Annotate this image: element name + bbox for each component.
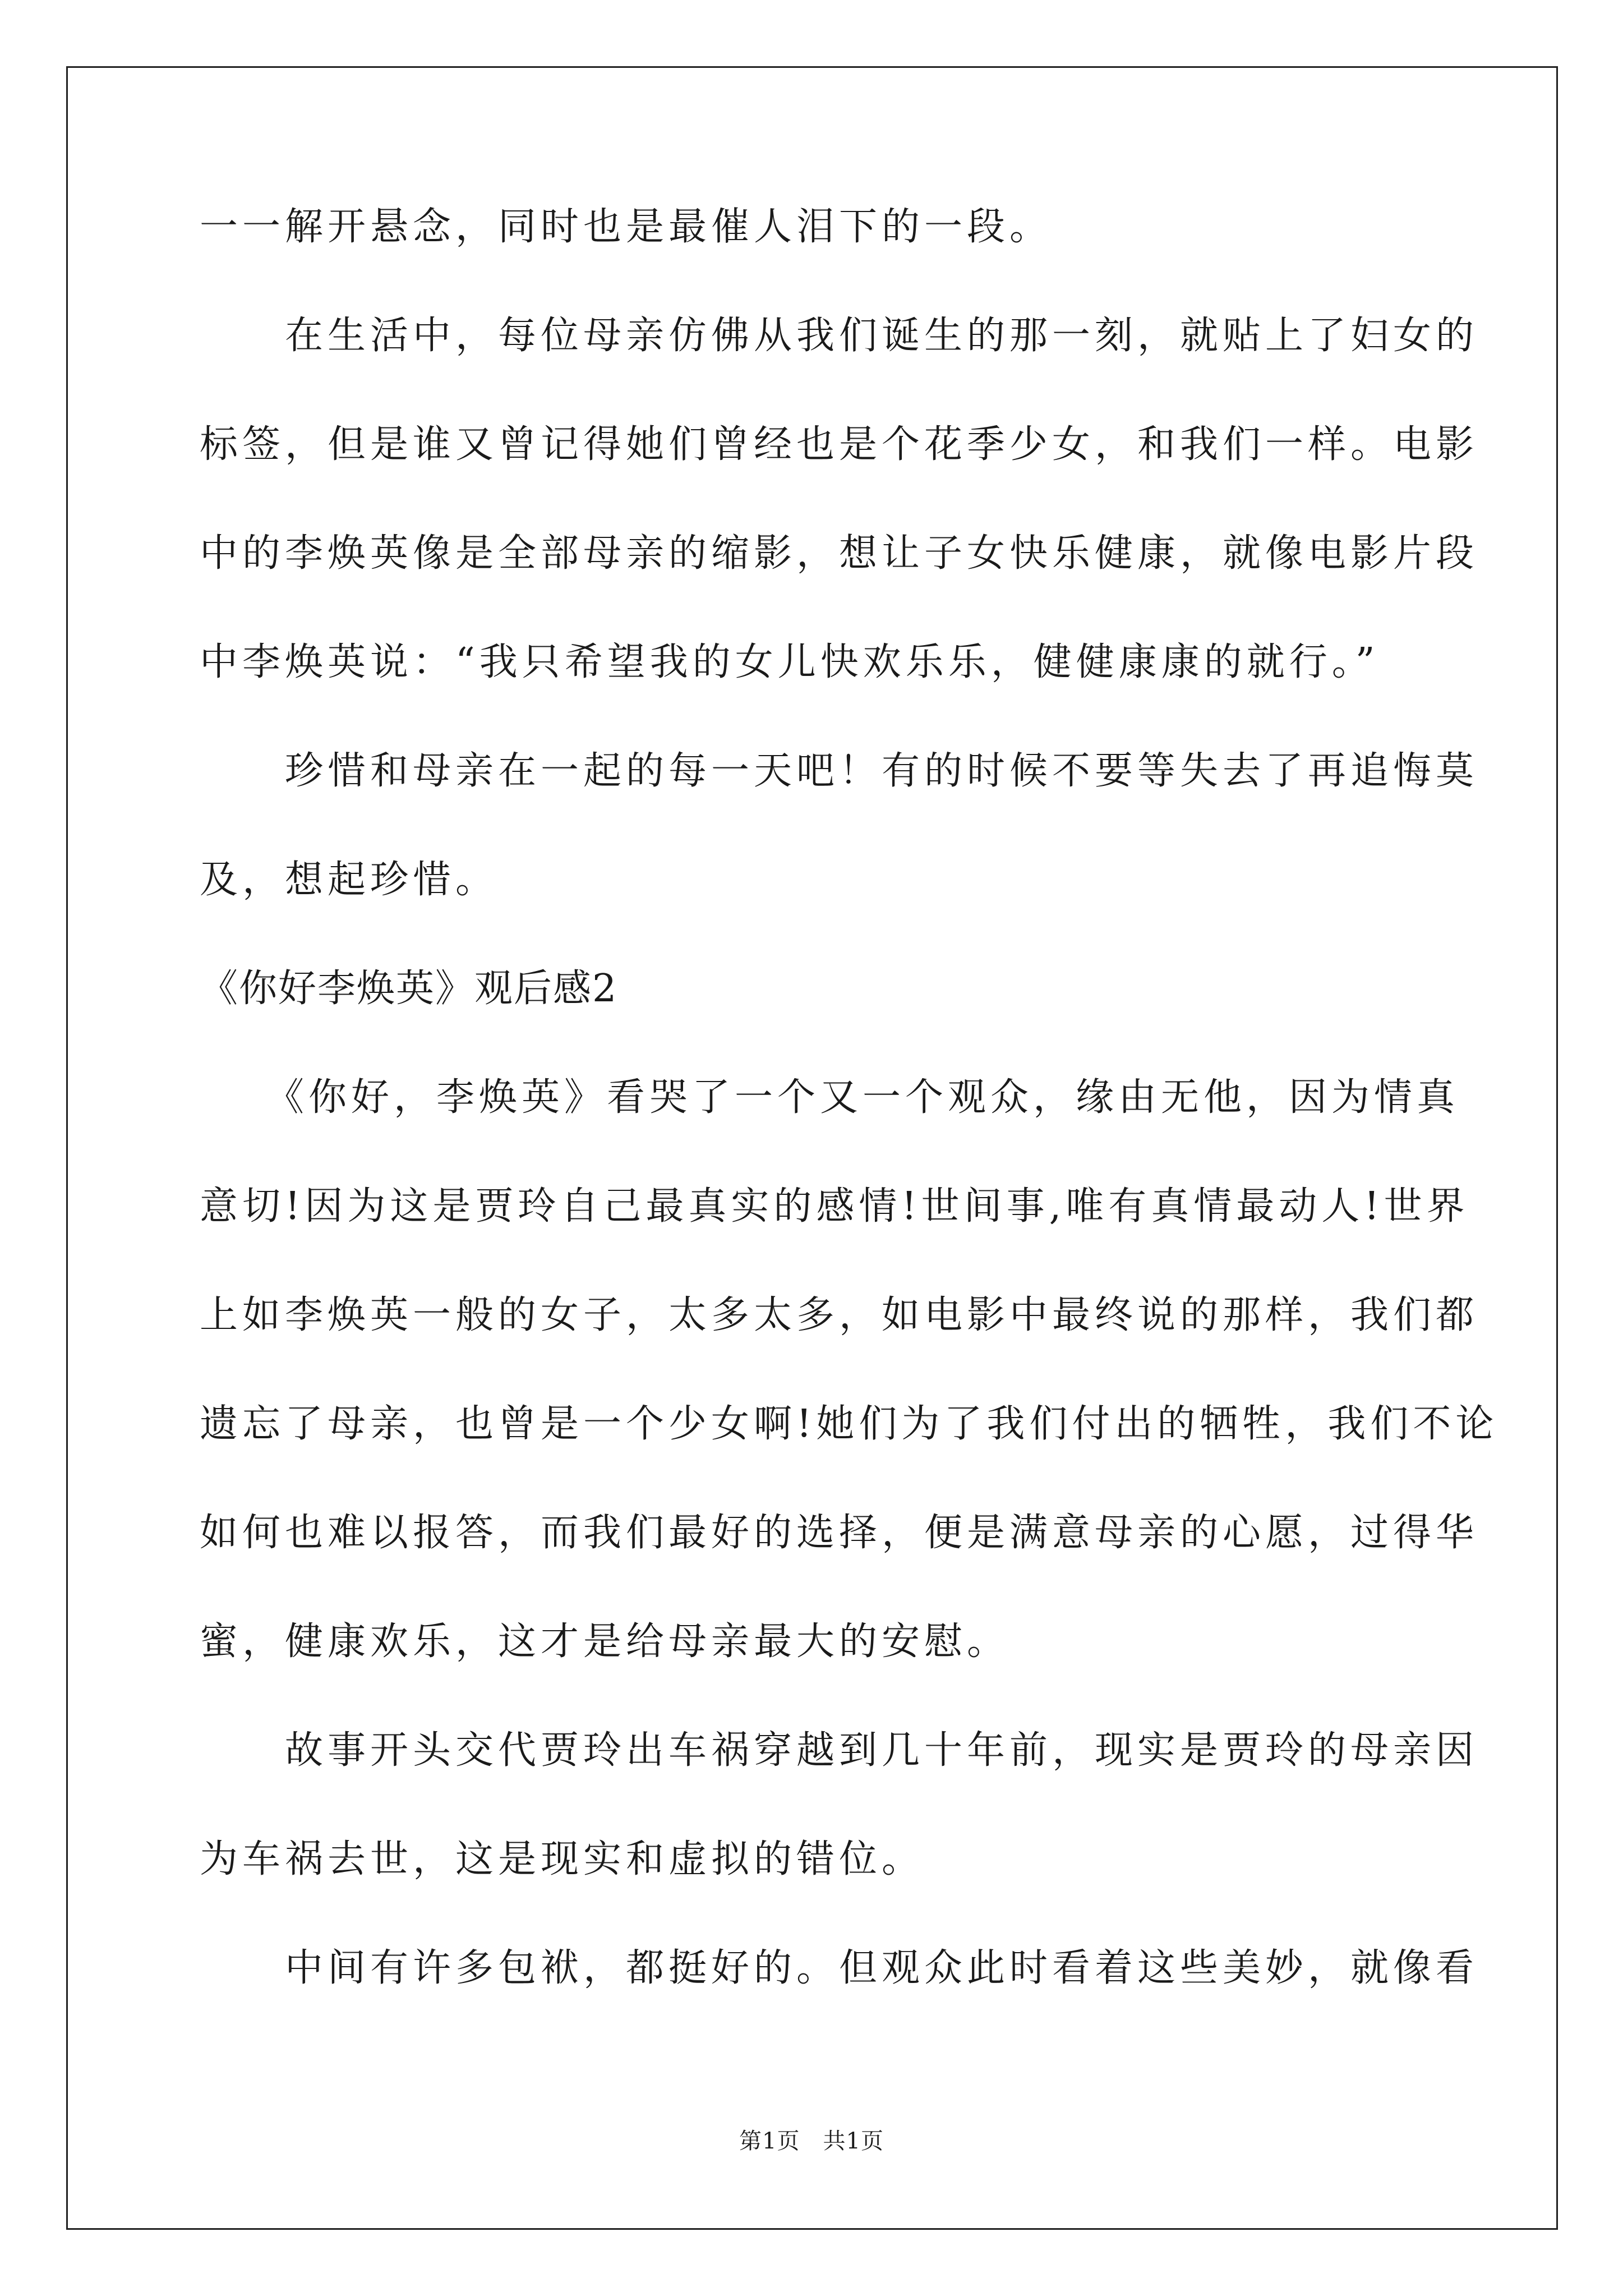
text-line: 中的李焕英像是全部母亲的缩影，想让子女快乐健康，就像电影片段	[200, 531, 1479, 576]
text-line: 上如李焕英一般的女子，太多太多，如电影中最终说的那样，我们都	[200, 1293, 1479, 1337]
text-line: 遗忘了母亲，也曾是一个少女啊!她们为了我们付出的牺牲，我们不论	[200, 1402, 1498, 1446]
section-heading: 《你好李焕英》观后感2	[200, 967, 618, 1011]
text-line: 及，想起珍惜。	[200, 858, 499, 902]
text-line: 故事开头交代贾玲出车祸穿越到几十年前，现实是贾玲的母亲因	[200, 1728, 1479, 1773]
text-line: 如何也难以报答，而我们最好的选择，便是满意母亲的心愿，过得华	[200, 1511, 1479, 1555]
page-number: 第1页 共1页	[739, 2128, 884, 2154]
text-line: 意切!因为这是贾玲自己最真实的感情!世间事,唯有真情最动人!世界	[200, 1184, 1469, 1228]
text-line: 蜜，健康欢乐，这才是给母亲最大的安慰。	[200, 1619, 1010, 1664]
text-line: 在生活中，每位母亲仿佛从我们诞生的那一刻，就贴上了妇女的	[200, 314, 1479, 358]
text-line: 中间有许多包袱，都挺好的。但观众此时看着这些美妙，就像看	[200, 1946, 1479, 1990]
text-line: 一一解开悬念，同时也是最催人泪下的一段。	[200, 205, 1053, 249]
text-line: 标签，但是谁又曾记得她们曾经也是个花季少女，和我们一样。电影	[200, 422, 1479, 467]
text-line: 中李焕英说：“我只希望我的女儿快欢乐乐，健健康康的就行。”	[200, 640, 1380, 684]
text-line: 为车祸去世，这是现实和虚拟的错位。	[200, 1837, 925, 1881]
text-line: 珍惜和母亲在一起的每一天吧！有的时候不要等失去了再追悔莫	[200, 749, 1479, 793]
page-border	[66, 66, 1558, 2230]
text-line: 《你好，李焕英》看哭了一个又一个观众，缘由无他，因为情真	[200, 1075, 1460, 1120]
